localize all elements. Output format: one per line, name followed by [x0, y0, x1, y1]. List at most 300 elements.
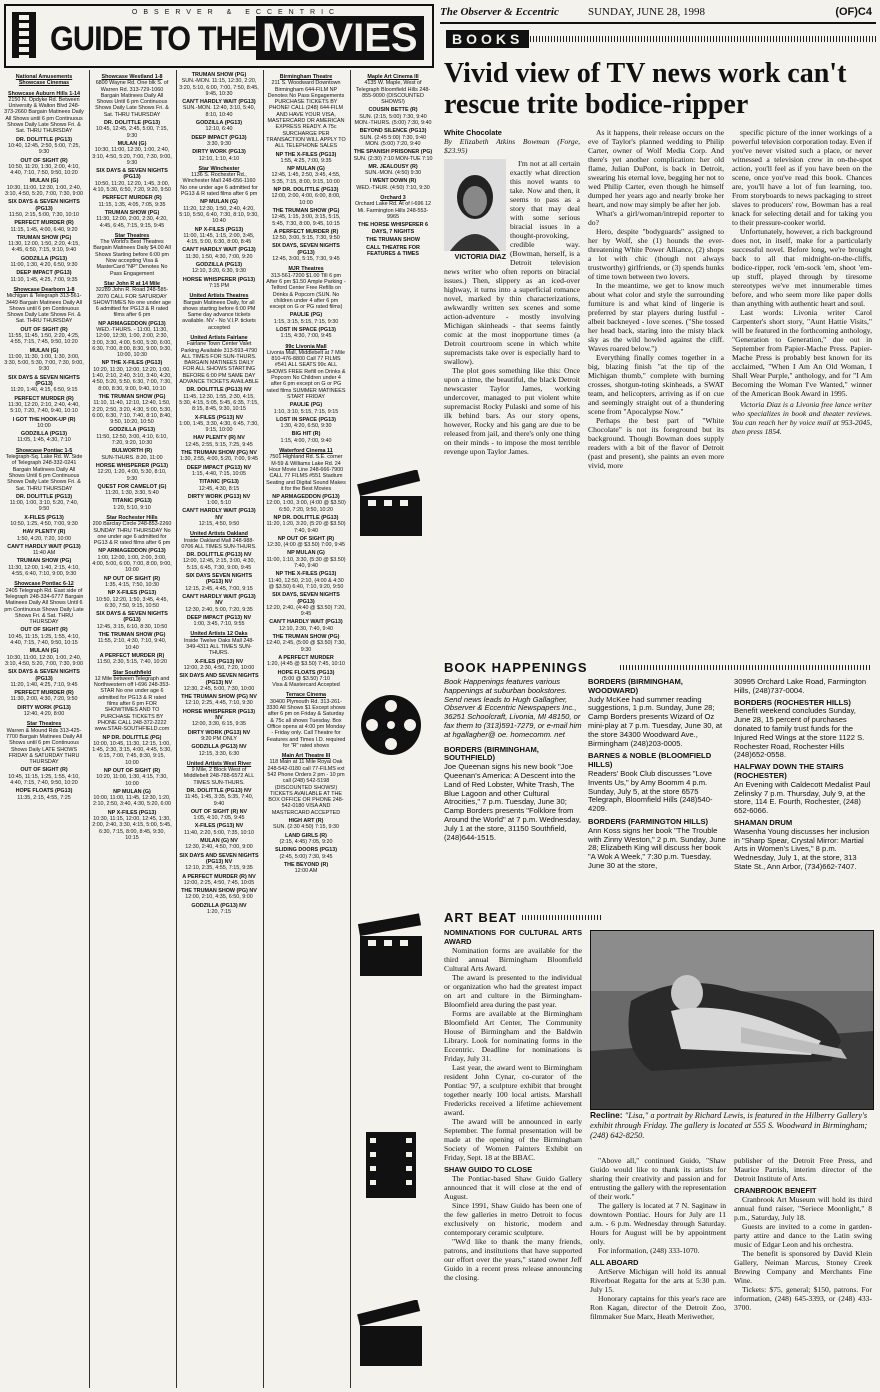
showtimes: 12:10, 2:25, 4:45, 7:10, 9:30 [185, 700, 253, 707]
listing-entry [92, 233, 172, 277]
review-paragraph: I'm not at all certain exactly what direction this novel wants to take. Now and then, it seems to pass as a story that may deal with some serious biracial issues in a thought-provoking, credible way. (Bowman, herself, is a Detroit television news writer who often reports on biracial issues.) Then, slippery as an iced-over highway, it turns into a superficial romance novel, marked by thin characterizations, awkwardly written sex scenes and some action-adventure - mostly involving Michigan skinheads - that seems faintly comic at the most inopportune times (a Detroit courtroom scene in which white supremacists take over is especially hard to swallow). [444, 159, 580, 366]
showtimes: 32289 John R. Road 248-585-2070 CALL FOR SATURDAY SHOWTIMES No one under age 6 admitted for PG13 & R rated films after 6 pm [93, 287, 171, 319]
film-title: BULWORTH (R) [111, 448, 153, 455]
listing-entry [266, 166, 346, 185]
listing-entry [179, 659, 259, 672]
showtimes: 1:30, 4:20, 6:50, 9:30 [280, 423, 332, 430]
showtimes: 1:20, (4:45 @ $3.50) 7:45, 10:10 [266, 661, 345, 668]
event-heading: BARNES & NOBLE (BLOOMFIELD HILLS) [588, 751, 712, 770]
film-title: LOST IN SPACE (PG13) [276, 416, 336, 423]
art-beat-paragraph: The gallery is located at 7 N. Saginaw in downtown Pontiac. Hours for July are 11 a.m. - 6 p.m. Wednesday through Saturday. Hours for August will be by appointment only. [590, 1201, 726, 1246]
listing-entry [4, 529, 84, 542]
showtimes: SUN. (2:15, 5:00) 7:30, 9:40 MON.-THURS. (5:00) 7:30, 9:40 [354, 113, 432, 127]
film-title: DEEP IMPACT (PG13) NV [186, 614, 252, 621]
event-heading: SHAMAN DRUM [734, 817, 793, 827]
showtimes: 12:40, 4:20, 8:00 [23, 711, 65, 718]
listing-entry [92, 768, 172, 787]
art-beat-paragraph: Since 1991, Shaw Guido has been one of the few galleries in metro Detroit to focus exclusively on historic, modern and contemporary ceramic sculpture. [444, 1201, 582, 1237]
listing-entry [4, 178, 84, 197]
showtimes: 10:20, 11:00, 1:30, 4:15, 7:30, 10:00 [96, 774, 168, 787]
showtimes: 10:30, 11:00, 12:30, 1:00, 2:40, 3:10, 4:50, 5:20, 7:00, 7:30, 9:00 [5, 654, 83, 667]
listing-entry [92, 611, 172, 630]
film-title: GODZILLA (PG13) [108, 427, 156, 434]
showtimes: 12:20, 1:20, 4:00, 5:30, 8:10, 9:30 [97, 469, 167, 482]
painting-photo [590, 930, 874, 1110]
film-title: PAULIE (PG) [289, 402, 323, 409]
clapperboard-icon [356, 910, 426, 980]
theater-name: Showcase Dearborn 1-8 [13, 286, 75, 293]
showtimes: SUN.-MON. 12:40, 3:10, 5:40, 8:10, 10:40 [182, 105, 256, 118]
listing-entry [92, 463, 172, 482]
theater-name: Terrace Cinema [285, 692, 327, 699]
listing-entry [92, 548, 172, 573]
author-photo-slot [444, 159, 506, 263]
showtimes: 12:00, 2:25, 4:50, 7:45, 10:05 [183, 879, 255, 886]
film-title: NP THE X-FILES (PG13) [275, 571, 337, 578]
theater-name: Maple Art Cinema III [367, 74, 419, 80]
film-title: SIX DAYS & SEVEN NIGHTS (PG13) [8, 374, 80, 388]
listing-entry [179, 135, 259, 148]
film-title: DR. DOLITTLE (PG13) [15, 136, 72, 143]
film-title: CAN'T HARDLY WAIT (PG13) [182, 247, 256, 254]
listing-entry [92, 498, 172, 511]
listing-entry [353, 128, 433, 147]
theater-name: Star John R at 14 Mile [103, 280, 161, 287]
art-beat-paragraph: Cranbrook Art Museum will hold its third annual fund raiser, "Seriece Moonlight," 8 p.m., Saturday, July 18. [734, 1195, 872, 1222]
listing-entry [4, 627, 84, 646]
showtimes: (2:45, 5:00) 7:30, 9:45 [279, 853, 333, 860]
showtimes: 1:10, 3:10, 5:15, 7:15, 9:15 [273, 408, 339, 415]
showtimes: 12:00, 2:30, 4:50, 7:20, 10:00 [183, 664, 255, 671]
theater-name: Showcase Pontiac 1-5 [15, 447, 73, 454]
film-title: DIRTY WORK (PG13) [17, 704, 71, 711]
listing-entry [179, 853, 259, 872]
film-title: A PERFECT MURDER [278, 654, 334, 661]
film-title: DIRTY WORK (PG13) NV [187, 729, 251, 736]
listing-entry [4, 515, 84, 528]
film-title: X-FILES (PG13) NV [194, 658, 244, 665]
listing-entry [4, 431, 84, 444]
film-title: THE TRUMAN SHOW (PG) NV [181, 694, 257, 701]
listing-entry [4, 287, 84, 325]
film-title: TRUMAN SHOW (PG) [16, 558, 72, 565]
listing-entry [266, 571, 346, 590]
listing-entry [179, 149, 259, 162]
showtimes: 11:50, 12:50, 3:00, 4:10, 6:10, 7:20, 9:20, 10:30 [96, 433, 168, 447]
showtimes: 211 S. Woodward Downtown Birmingham 644-FILM NP Denotes No Pass Engagements PURCHASE TICKETS BY PHONE! CALL (248) 644-FILM AND HAVE YOUR VISA, MASTERCARD OR AMERICAN EXPRESS READY. A 75c SURCHARGE PER TRANSACTION WILL APPLY TO ALL TELEPHONE SALES [266, 80, 346, 150]
listing-entry [179, 247, 259, 260]
art-beat-paragraph: Nomination forms are available for the third annual Birmingham Bloomfield Cultural Arts Award. [444, 946, 582, 973]
film-title: X-FILES (PG13) [24, 514, 64, 521]
film-title: SIX DAYS & SEVEN NIGHTS (PG13) [96, 168, 168, 181]
showtimes: 118 Main at 11 Mile Royal Oak 248-542-0180 call 77-FILMS ext 542 Phone Orders 2 pm - 10 pm call (248) 542-5198 (DISCOUNTED SHOWS!) TICKETS AVAILABLE AT THE BOX OFFICE OR PHONE 248-542-0180 VISA AND MASTERCARD ACCEPTED [267, 759, 345, 816]
film-title: CAN'T HARDLY WAIT (PG13) [7, 543, 81, 550]
listing-entry [179, 673, 259, 692]
review-paragraph: Last words: Livonia writer Carol Carpenter's short story, "Aunt Hattie Visits," will be featured in the forthcoming anthology, "Generation to Generation," due out in September from Papier-Mache Press. Papier-Mache Press is probably best known for its acclaimed, "When I Am An Old Woman, I Shall Wear Purple," anthology, and for "I Am Becoming the Woman I've Wanted," winner of the American Book Award in 1995. [732, 308, 872, 398]
film-title: HAV PLENTY (R) [22, 529, 66, 536]
listing-entry [92, 789, 172, 808]
showtimes: 9 Mile, 2 Block West of Middlebelt 248-788-6572 ALL TIMES SUN-THURS. [183, 767, 255, 786]
film-title: NP ARMAGEDDON (PG13) [272, 494, 340, 501]
film-title: A PERFECT MURDER (R) [273, 228, 339, 235]
listing-entry [4, 705, 84, 718]
showtimes: 7:15 PM [208, 282, 230, 289]
film-title: NP X-FILES (PG13) [107, 590, 157, 597]
art-beat-column-3 [734, 1156, 872, 1388]
showtimes: 9:20 PM ONLY [201, 735, 237, 742]
showtimes: 10:00 [37, 422, 51, 429]
listing-entry [92, 484, 172, 497]
listing-entry [179, 823, 259, 836]
header-rule [440, 22, 876, 24]
showtimes: 11:00, 1:30, 4:20, 6:50, 9:30 [10, 262, 78, 269]
film-title: CAN'T HARDLY WAIT (PG13) NV [182, 508, 256, 521]
review-column-1 [444, 128, 580, 658]
showtimes: Bargain Matinees Daily, for all shows starting before 6:00 PM Same day advance tickets available. NV - No V.I.P. tickets accepted [182, 299, 256, 331]
art-beat-heading: NOMINATIONS FOR CULTURAL ARTS AWARD [444, 928, 582, 946]
showtimes: SUN-THURS. 8:20, 11:00 [101, 454, 163, 461]
listing-entry [353, 237, 433, 243]
review-paragraph: Everything finally comes together in a big, blazing finish "at the tip of the Michigan thumb," complete with burning crosses, shotgun-toting skinheads, a SWAT team, and helicopters, arriving as if on cue and seemingly straight out of a thundering scene from "Apocalypse Now." [588, 353, 724, 416]
listing-entry [179, 387, 259, 412]
showtimes: 10:50, 11:20, 12:20, 1:45, 3:00, 4:10, 5:30, 6:50, 7:20, 9:20, 9:50 [93, 180, 171, 194]
showtimes: 1136 S. Rochester Rd., Winchester Mall 248-656-1160 No one under age 6 admitted for PG13 & R rated films after 6 pm [180, 172, 258, 198]
theater-name: Main Art Theatre III [281, 753, 331, 760]
film-title: BIG HIT (R) [291, 431, 321, 438]
film-title: TITANIC (PG13) [199, 479, 239, 486]
showtimes: 12:45, 4:30, 8:15 [198, 485, 240, 492]
photo-caption-block [590, 1110, 872, 1141]
book-happenings-title: BOOK HAPPENINGS [444, 660, 588, 675]
review-paragraph: Hero, despite "bodyguards" assigned to her by Wolf, she (1) hounds the ever-threatening White Power Alliance, (2) shops a lot with chic (though not always trustworthy) girlfriends, or (3) spends hunks of time town between two lovers. [588, 227, 724, 281]
movie-guide-masthead [4, 4, 434, 68]
film-title: MR. JEALOUSY (R) [368, 163, 418, 170]
listing-entry [4, 348, 84, 373]
listing-entry [353, 149, 433, 162]
showtimes: 11:15, 1:35, 4:05, 7:05, 9:35 [98, 201, 166, 208]
listing-entry [4, 158, 84, 177]
showtimes: 12:30, 2:45, 5:00, 7:30, 10:00 [183, 685, 255, 692]
film-title: BEYOND SILENCE (PG13) [359, 128, 427, 135]
film-title: DIRTY WORK (PG13) [192, 149, 246, 156]
film-title: HOPE FLOATS (PG13) [15, 788, 73, 795]
showtimes: 11:30, 2:00, 4:30, 7:20, 9:50 [10, 696, 78, 703]
column-rule [263, 70, 264, 1388]
showtimes: (5:00 @ $3.50) 7:10 [281, 675, 331, 682]
showtimes: 12:30, (4:00 @ $3.50) 7:00, 9:45 [266, 542, 345, 549]
film-title: SIX DAYS SEVEN NIGHTS (PG13) NV [185, 573, 253, 586]
theater-name: Star Rochester Hills [106, 515, 158, 521]
art-beat-paragraph: ArtServe Michigan will hold its annual Riverboat Regatta for the arts at 5:30 p.m. July 15. [590, 1267, 726, 1294]
film-title: THE TRUMAN SHOW (PG) [98, 393, 166, 400]
theater-name: Birmingham Theatre [279, 74, 333, 80]
listing-entry [92, 515, 172, 546]
listing-entry [4, 396, 84, 415]
listing-entry [179, 262, 259, 275]
film-title: OUT OF SIGHT (R) [20, 326, 68, 333]
listing-entry [92, 74, 172, 118]
showtimes: 1:15, 4:40, 7:15, 10:05 [192, 470, 246, 477]
art-beat-paragraph: Last year, the award went to Birmingham resident John Cynar, co-curator of the Pontiac '97, a sculpture exhibit that brought together nearly 100 local artists. Marshall Fredericks received a lifetime achievement award. [444, 1063, 582, 1117]
showtimes: 10:00, 11:00, 11:45, 12:30, 1:20, 2:10, 2:50, 3:40, 4:30, 5:20, 6:00 [93, 795, 171, 808]
clapperboard-icon [356, 470, 426, 540]
film-title: NP MULAN (G) [287, 550, 325, 557]
showtimes: Inside Twelve Oaks Mall 248-349-4311 ALL TIMES SUN-THURS. [183, 637, 255, 657]
headline: Vivid view of TV news work can't rescue trite bodice-ripper [444, 58, 847, 120]
film-title: THE TRUMAN SHOW (PG) [98, 632, 166, 639]
photo-caption: VICTORIA DIAZ [454, 254, 506, 261]
theater-name: Showcase Auburn Hills 1-14 [8, 90, 80, 97]
showtimes: 11:00, 11:45, 1:15, 2:00, 3:45, 4:15, 5:00, 6:30, 8:00, 8:45 [183, 232, 255, 246]
theater-name: Showcase Pontiac 6-12 [14, 581, 74, 588]
listing-entry [4, 375, 84, 394]
film-title: THE TRUMAN SHOW (PG) NV [181, 450, 257, 457]
film-strip-icon [12, 12, 36, 58]
listing-entry [353, 245, 433, 258]
film-title: X-FILES (PG13) NV [194, 414, 244, 421]
showtimes: 12:45, 1:15, 3:00, 3:15, 5:15, 5:45, 7:30, 8:00, 9:45, 10:15 [271, 214, 341, 227]
film-title: GODZILLA (PG13) [195, 120, 243, 127]
showtimes: 11:35, 2:15, 4:55, 7:25 [17, 794, 71, 801]
listing-entry [266, 187, 346, 206]
showtimes: SUN. (2:30 4:50) 7:15, 9:30 [273, 824, 339, 831]
listing-entry [179, 335, 259, 354]
clapperboard-icon [356, 1300, 426, 1370]
film-strip-icon [356, 1130, 426, 1200]
column-rule [89, 70, 90, 1388]
showtimes: 12:30, 2:40, 4:50, 7:00, 9:00 [185, 844, 253, 851]
film-title: SIX DAYS & SEVEN NIGHTS (PG13) [8, 199, 80, 212]
showtimes: 12:40, 2:45, (5:00 @ $3.50) 7:30, 9:30 [266, 640, 346, 653]
page-header [440, 4, 876, 22]
film-title: TITANIC (PG13) [112, 498, 152, 505]
listing-entry [92, 141, 172, 166]
showtimes: 12:45, 2:55, 5:15, 7:25, 9:45 [185, 441, 253, 448]
book-happenings-column-1 [444, 678, 582, 906]
listing-entry [179, 277, 259, 290]
listing-entry [4, 256, 84, 269]
film-title: THE BEYOND (R) [283, 861, 329, 868]
showtimes: 6800 Wayne Rd. One blk S. of Warren Rd. 313-729-1060 Bargain Matinees Daily All Shows Until 6 pm Continuous Shows Daily Late Shows Fri. & Sat. THRU THURSDAY [95, 80, 169, 118]
review-paragraph: Unfortunately, however, a rich background does not, in itself, make for a particularly successful novel. Before long, we're brought back to all that midnight-on-the-cliffs, bodice-ripper, rock 'em-sock 'em, shoot 'em-up stuff, played through by tiresome stereotypes we've met innumerable times before, and who seem more like paper dolls than anything with authentic heart and soul. [732, 227, 872, 308]
listing-entry [179, 631, 259, 656]
film-title: PERFECT MURDER (R) [14, 395, 74, 402]
showtimes: 11:30, 12:00, 1:40, 2:15, 4:10, 4:55, 6:40, 7:10, 9:00, 9:30 [8, 564, 80, 578]
review-paragraph: In the meantime, we get to know much about what color and style the surrounding furniture is and what kind of lingerie is preferred by star players during lustful - albeit backneyed - love scenes. ("She tossed her head back, staring into the misty black sky as the wild howled against the cliff. Waves roared below.") [588, 281, 724, 353]
film-title: DR. DOLITTLE (PG13) NV [186, 552, 252, 559]
showtimes: 11:05, 1:45, 4:30, 7:10 [17, 437, 71, 444]
film-title: SIX DAYS, SEVEN NIGHTS (PG13) [272, 243, 340, 256]
showtimes: SUN.-MON. 11:15, 12:30, 2:20, 3:20, 5:10, 6:00, 7:00, 7:50, 8:45, 9:45, 10:30 [179, 78, 259, 97]
section-bar-rule [530, 36, 876, 42]
theater-name: United Artists Fairlane [190, 334, 248, 341]
film-title: MULAN (G) [29, 178, 59, 185]
showtimes: 1:15, 4:00, 7:00, 9:40 [280, 437, 332, 444]
showtimes: 1:00, 1:45, 3:30, 4:30, 6:45, 7:30, 9:15, 10:00 [179, 420, 259, 434]
showtimes: 11:00, 1:00, 3:10, 5:20, 7:40, 9:50 [9, 500, 79, 513]
film-title: DEEP IMPACT (PG13) [16, 270, 72, 277]
listing-entry [179, 709, 259, 728]
showtimes: 11:30, 12:00, 2:00, 2:30, 4:20, 4:45, 6:45, 7:15, 9:15, 9:45 [96, 216, 168, 229]
listing-entry [266, 515, 346, 534]
showtimes: 12:20, 2:40, (4:40 @ $3.50) 7:20, 9:45 [266, 604, 346, 618]
listing-entry [4, 767, 84, 786]
listing-entry [4, 690, 84, 703]
listing-entry [179, 435, 259, 448]
film-title: SIX DAYS AND SEVEN NIGHTS (PG13) NV [179, 673, 259, 686]
listing-entry [266, 312, 346, 325]
listing-entry [353, 164, 433, 177]
showtimes: 11:10, 11:40, 12:10, 12:40, 1:50, 2:20, 2:50, 3:20, 4:30, 5:00, 5:30, 6:00, 6:30, 7:10, 7:40, 8:10, 8:40, 9:50, 10:20, 10:50 [92, 400, 172, 426]
showtimes: 11:00, 1:10, 3:30, (5:30 @ $3.50) 7:40, 9:40 [266, 556, 346, 570]
showtimes: 200 Barclay Circle 248-853-2260 SUNDAY THRU THURSDAY No one under age 6 admitted for PG13 & R rated films after 6 pm [92, 521, 172, 547]
showtimes: WED.-THUR. (4:50) 7:10, 9:30 [356, 184, 430, 191]
film-title: NP MULAN (G) [287, 166, 325, 173]
film-title: PERFECT MURDER (R) [14, 220, 74, 227]
film-title: DR. DOLITTLE (PG13) [103, 120, 160, 127]
film-title: CAN'T HARDLY WAIT (PG13) [182, 99, 256, 106]
listing-entry [4, 788, 84, 801]
listing-entry [266, 243, 346, 262]
showtimes: 12:10, 2:35, 4:55, 7:15, 9:35 [185, 865, 253, 872]
caption-label: Recline: [590, 1110, 623, 1120]
showtimes: SUN. (2:45 5:00) 7:30, 9:40 MON. (5:00) 7:20, 9:40 [360, 134, 426, 147]
listing-entry [353, 178, 433, 191]
showtimes: 313-561-7200 $1.00 Till 6 pm After 6 pm $1.50 Ample Parking - Telford Center Free Refills on Drinks & Popcorn (SUN. No children under 4 after 6 pm except on G or PG rated films) [266, 272, 346, 311]
art-beat-paragraph: The Pontiac-based Shaw Guido Gallery announced that it will close at the end of August. [444, 1174, 582, 1201]
film-reel-icon [356, 690, 426, 760]
event-heading: BORDERS (FARMINGTON HILLS) [588, 816, 709, 826]
film-title: NP OUT OF SIGHT (R) [277, 535, 335, 542]
theater-name: MJR Theatres [288, 266, 324, 273]
review-book-title: White Chocolate [444, 128, 502, 137]
film-title: GODZILLA (PG13) NV [191, 744, 247, 751]
listing-entry [4, 721, 84, 765]
listing-entry [179, 838, 259, 851]
film-title: DR. DOLITTLE (PG13) [15, 493, 72, 500]
showtimes: 11:50, 2:15, 5:00, 7:30, 10:10 [8, 211, 80, 218]
showtimes: 12 Mile between Telegraph and Northwestern off I-696 248-353-STAR No one under age 6 admitted for PG13 & R rated films after 6 pm FOR SHOWTIMES AND TO PURCHASE TICKETS BY PHONE CALL 248-372-2222 www.STAR-SOUTHFIELD.com [93, 675, 171, 733]
showtimes: 12:50, 3:00, 5:15, 7:30, 9:50 [272, 235, 340, 242]
showtimes: 1:00, 12:00, 1:00, 2:00, 3:00, 4:00, 5:00, 6:00, 7:00, 8:00, 9:00, 10:00 [92, 554, 172, 574]
film-title: NP DR. DOLITTLE (PG) [102, 734, 162, 741]
showtimes: 11:30, 1:50, 4:30, 7:00, 9:20 [185, 253, 253, 260]
listing-entry [179, 615, 259, 628]
showtimes: 12:15, 3:30, 6:30 [198, 750, 240, 757]
listing-entry [179, 788, 259, 807]
listing-entry [179, 72, 259, 97]
theater-name: Star Southfield [112, 669, 152, 676]
film-title: NP DR. DOLITTLE (PG13) [273, 515, 339, 521]
listing-entry [266, 753, 346, 816]
showtimes: Inside Oakland Mall 248-988-0706 ALL TIMES SUN-THURS. [181, 537, 257, 550]
film-title: NP OUT OF SIGHT (R) [103, 575, 161, 582]
showtimes: 10:45, 12:45, 2:45, 5:00, 7:15, 9:30 [96, 126, 168, 139]
showtimes: 10:45, 11:15, 1:25, 1:55, 4:10, 4:40, 7:15, 7:40, 9:50, 10:20 [8, 773, 80, 786]
listings-column-3 [179, 70, 259, 1388]
film-title: PERFECT MURDER (R) [102, 195, 162, 202]
film-title: GODZILLA (PG13) [20, 431, 68, 438]
listing-entry [353, 195, 433, 220]
film-title: PERFECT MURDER (R) [14, 690, 74, 697]
film-title: THE HORSE WHISPERER 6 DAYS, 7 NIGHTS [357, 222, 429, 235]
listing-entry [4, 220, 84, 233]
film-title: CAN'T HARDLY WAIT (PG13) [269, 619, 343, 626]
showtimes: Fairlane Town Center Valet Parking Available 313-593-4790 [180, 341, 258, 354]
event-text: Joe Queenan signs his new book "Joe Queenan's America: A Descent into the Land of Red Lobster, White Trash, The Blue Lagoon and other Cultural Atrocities," 7 p.m. Tuesday, June 30; Camp Borders presents "Folklore from Around the World" at 7 p.m. Wednesday, July 1 at the store, 31150 Southfield, (248)644-1515. [444, 762, 581, 842]
film-title: HIGH ART (R) [288, 818, 324, 825]
section-bar [440, 28, 876, 50]
theater-name: United Artists Oakland [190, 531, 248, 538]
showtimes: Visa & Mastercard Accepted [272, 682, 340, 689]
listing-entry [4, 235, 84, 254]
column-rule [350, 70, 351, 1388]
listing-entry [92, 670, 172, 733]
listing-entry [4, 558, 84, 577]
showtimes: 10:50, 12:20, 1:50, 3:45, 4:45, 6:30, 7:50, 9:15, 10:50 [96, 596, 168, 609]
film-title: NP MULAN (G) [200, 199, 238, 206]
listing-entry [179, 694, 259, 707]
showtimes: 11:55, 2:10, 4:30, 7:10, 9:40, 10:40 [97, 638, 167, 651]
event-text: 30995 Orchard Lake Road, Farmington Hills, (248)737-0004. [734, 678, 867, 695]
review-paragraph: As it happens, their release occurs on the eve of Taylor's planned wedding to Philip Carter, owner of Wolf Media Corp. And there's yet another complication: her old flame, Julian DuPont, is back in Detroit, swearing his eternal love, begging her not to wed Philip Carter, even though he himself dumped her years ago and nearly broke her heart, and now may simply be after her job. [588, 128, 724, 209]
listing-entry [92, 653, 172, 666]
showtimes: 11:15, 1:45, 4:00, 6:40, 9:20 [10, 226, 78, 233]
listing-entry [266, 550, 346, 569]
theater-name: United Artists 12 Oaks [190, 631, 248, 638]
listing-entry [179, 465, 259, 478]
showtimes: 11:20, 12:30, 1:50, 2:40, 4:20, 5:10, 5:50, 6:40, 7:30, 8:10, 9:30, 10:40 [179, 205, 259, 225]
listing-entry [179, 531, 259, 550]
listing-entry [266, 402, 346, 415]
listing-entry [4, 74, 84, 87]
showtimes: 12:15, 2:45, 4:45, 7:00, 9:15 [185, 585, 253, 592]
showtimes: 10:30, 11:15, 12:00, 12:45, 1:30, 2:00, 2:40, 3:30, 4:15, 5:00, 5:45, 6:30, 7:15, 8:00, 8:45, 9:30, 10:15 [92, 816, 172, 841]
listing-entry [179, 761, 259, 786]
reviewer-bio: Victoria Diaz is a Livonia free lance writer who specializes in book and theater reviews. You can reach her by voice mail at 953-2045, then press 1854. [732, 400, 872, 436]
showtimes: 1:15, 3:15, 5:15, 7:15, 9:30 [273, 318, 339, 325]
theater-name: Showcase Westland 1-8 [101, 74, 163, 80]
listing-entry [266, 682, 346, 688]
listing-entry [92, 590, 172, 609]
listing-entry [92, 120, 172, 139]
showtimes: 10:45, 11:15, 1:25, 1:55, 4:10, 4:40, 7:15, 7:40, 9:50, 10:15 [8, 633, 80, 647]
listings-column-5 [353, 70, 433, 440]
showtimes: 11:20, 1:40, 4:15, 6:50, 9:15 [10, 387, 78, 394]
review-paragraph: The plot goes something like this: Once upon a time, the beautiful, the black Detroit newscaster Taylor James, working undercover, managed to put violent white supremacist Rocky Pulaski and some of his ilk behind bars. As our story opens, however, Rocky and his gang are due to be released from jail, and there's only one thing on their minds - to impose the most terrible revenge upon Taylor James. [444, 366, 580, 456]
film-title: I WENT DOWN (R) [369, 178, 417, 185]
theater-name: United Artists Theatres [189, 293, 249, 300]
listings-columns [4, 70, 434, 1388]
showtimes: The World's Best Theatres Bargain Matinees Daily $4.00 All Shows Starting before 6:00 pm Now accepting Visa & MasterCard "NP" Denotes No Pass Engagement [93, 239, 171, 277]
theater-name: Star Theatres [114, 232, 150, 239]
film-title: GODZILLA (PG13) [195, 262, 243, 269]
art-beat-paragraph: The award will be announced in early September. The formal presentation will be made at the opening of the Birmingham Society of Women Painters Exhibit on Friday, Sept. 18 at the BBAC. [444, 1117, 582, 1162]
film-title: X-FILES (PG13) NV [194, 823, 244, 830]
film-title: GODZILLA (PG13) NV [191, 902, 247, 909]
showtimes: 12:45, 1:45, 2:50, 3:45, 4:55, 5:35, 7:15, 8:00, 9:15, 10:00 [271, 172, 341, 185]
film-title: DR. DOLITTLE (PG13) NV [186, 787, 252, 794]
review-byline: By Elizabeth Atkins Bowman (Forge, $23.95) [444, 137, 580, 155]
showtimes: 2150 N. Opdyke Rd. Between University & Walton Blvd 248-373-2660 Bargain Matinees Daily All Shows until 6 pm Continuous Shows Daily Late Shows Fri. & Sat. THRU THURSDAY [4, 96, 84, 135]
art-beat-paragraph: The benefit is sponsored by David Klein Gallery, Neiman Marcus, Stoney Creek Brewing Company and Merchants Fine Wine. [734, 1249, 872, 1285]
showtimes: 1:05, 4:10, 7:05, 9:45 [193, 815, 245, 822]
showtimes: 12:00, 2:10, 4:35, 6:50, 9:00 [185, 894, 253, 901]
listing-entry [179, 809, 259, 822]
film-title: THE TRUMAN SHOW [366, 236, 420, 243]
listing-entry [353, 222, 433, 235]
listing-entry [4, 448, 84, 492]
